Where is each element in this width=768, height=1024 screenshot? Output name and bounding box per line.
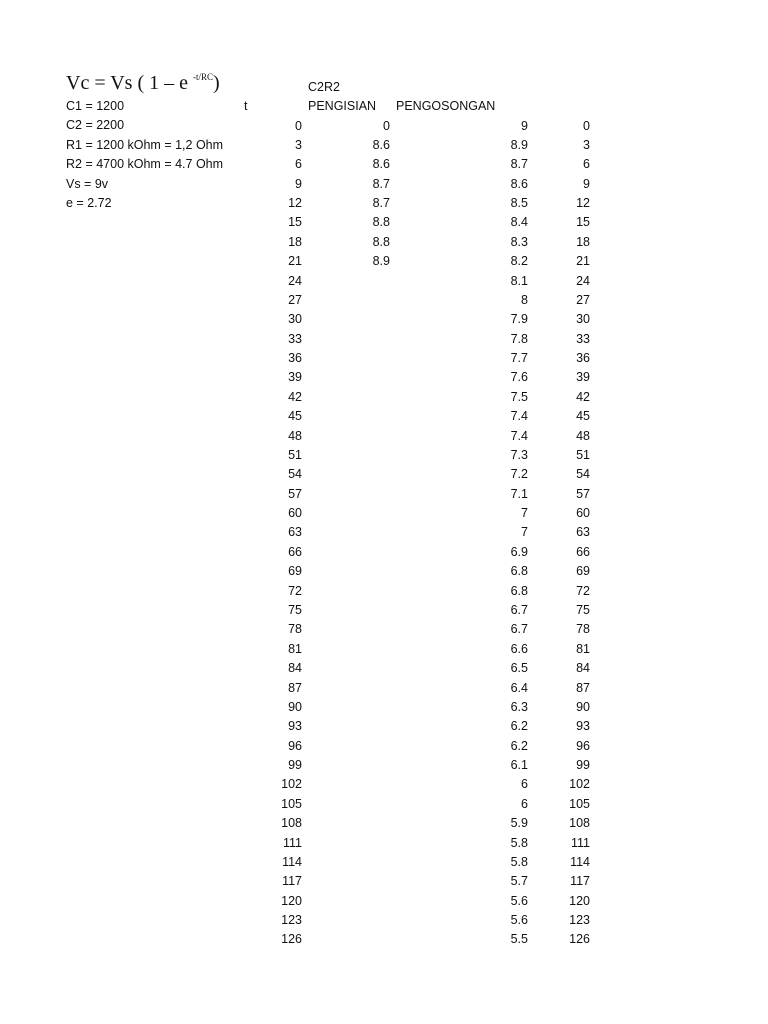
cell-charging: 8.7 [372,176,390,191]
cell-discharging: 7.4 [510,409,528,424]
cell-discharging: 6.2 [510,738,528,753]
cell-t2: 3 [583,137,590,152]
cell-t: 6 [295,157,302,172]
cell-t: 99 [288,758,302,773]
parameter-line: R1 = 1200 kOhm = 1,2 Ohm [66,137,224,152]
cell-discharging: 8 [521,292,528,307]
cell-t: 12 [288,196,302,211]
cell-discharging: 6.7 [510,603,528,617]
cell-t2: 6 [583,157,590,172]
cell-t: 45 [288,409,302,424]
cell-discharging: 6.8 [510,583,528,598]
cell-discharging: 8.4 [510,215,528,230]
header-discharging: PENGOSONGAN [396,99,496,113]
formula-main: Vc = Vs ( 1 – e [66,72,194,94]
cell-t: 51 [288,447,302,462]
cell-t: 90 [288,699,302,714]
cell-t: 36 [288,351,302,366]
cell-t: 42 [288,389,302,404]
cell-t: 120 [281,893,302,908]
cell-discharging: 5.6 [510,893,528,908]
formula-close: ) [213,72,220,94]
cell-t: 78 [288,622,302,637]
cell-t2: 99 [576,758,590,773]
cell-t2: 60 [576,506,590,521]
cell-t: 18 [288,234,302,249]
formula [66,70,220,96]
cell-discharging: 7 [521,506,528,521]
cell-t: 33 [288,331,302,346]
cell-charging: 8.6 [372,137,390,152]
cell-t: 93 [288,719,302,734]
cell-charging: 8.8 [372,215,390,230]
cell-t2: 42 [576,389,590,404]
cell-t2: 24 [576,273,590,288]
cell-t: 72 [288,583,302,598]
cell-discharging: 7.7 [510,351,528,366]
cell-t2: 33 [576,331,590,346]
cell-t2: 0 [583,118,590,133]
cell-discharging: 7.1 [510,486,528,501]
cell-discharging: 5.9 [510,816,528,831]
cell-t: 114 [282,854,302,869]
cell-discharging: 6.3 [510,699,528,714]
formula-exponent: -t/RC [193,72,214,82]
cell-t: 24 [288,273,302,288]
cell-discharging: 6.1 [510,758,528,773]
cell-discharging: 5.5 [510,932,528,947]
cell-t2: 102 [569,777,590,792]
cell-t: 66 [288,544,302,559]
cell-discharging: 7.3 [510,447,528,462]
cell-discharging: 7 [521,525,528,540]
cell-discharging: 6.8 [510,564,528,579]
cell-discharging: 7.2 [510,467,528,482]
cell-t: 30 [288,312,302,327]
cell-discharging: 6.5 [510,661,528,676]
cell-t: 75 [288,603,302,617]
cell-t2: 63 [576,525,590,540]
cell-t: 48 [288,428,302,443]
cell-t2: 117 [570,874,590,889]
cell-t: 69 [288,564,302,579]
cell-charging: 0 [383,118,390,133]
cell-charging: 8.8 [372,234,390,249]
header-charging: PENGISIAN [308,99,377,113]
cell-discharging: 6.2 [510,719,528,734]
cell-discharging: 5.6 [510,913,528,928]
cell-t2: 75 [576,603,590,617]
cell-t2: 84 [576,661,590,676]
cell-t2: 51 [576,447,590,462]
cell-t: 111 [282,835,302,850]
cell-t2: 57 [576,486,590,501]
cell-discharging: 5.8 [510,854,528,869]
cell-t2: 105 [569,796,590,811]
cell-discharging: 7.5 [510,389,528,404]
cell-discharging: 6.4 [510,680,528,695]
cell-t: 102 [281,777,302,792]
cell-discharging: 8.2 [510,254,528,269]
cell-discharging: 7.9 [510,312,528,327]
cell-t: 108 [281,816,302,831]
cell-t2: 27 [576,292,590,307]
cell-t: 39 [288,370,302,385]
cell-discharging: 6.9 [510,544,528,559]
cell-discharging: 5.7 [510,874,528,889]
cell-t: 21 [288,254,302,269]
cell-t: 96 [288,738,302,753]
cell-discharging: 8.5 [510,196,528,211]
cell-discharging: 5.8 [510,835,528,850]
cell-charging: 8.9 [372,254,390,269]
cell-t: 54 [288,467,302,482]
cell-discharging: 6 [521,796,528,811]
cell-discharging: 7.4 [510,428,528,443]
cell-t: 63 [288,525,302,540]
cell-discharging: 8.9 [510,137,528,152]
cell-t: 9 [295,176,302,191]
cell-t2: 96 [576,738,590,753]
cell-discharging: 6 [521,777,528,792]
cell-t: 81 [288,641,302,656]
cell-charging: 8.7 [372,196,390,211]
cell-t: 27 [288,292,302,307]
cell-t2: 126 [569,932,590,947]
cell-discharging: 8.6 [510,176,528,191]
cell-t: 126 [281,932,302,947]
cell-t2: 81 [576,641,590,656]
cell-discharging: 7.6 [510,370,528,385]
cell-t2: 108 [569,816,590,831]
cell-t2: 120 [569,893,590,908]
cell-t2: 66 [576,544,590,559]
cell-t2: 18 [576,234,590,249]
cell-t: 87 [288,680,302,695]
cell-t2: 30 [576,312,590,327]
cell-t2: 111 [570,835,590,850]
cell-t2: 39 [576,370,590,385]
parameter-line: C1 = 1200 [66,99,125,113]
cell-t2: 45 [576,409,590,424]
cell-t: 57 [288,486,302,501]
cell-t2: 72 [576,583,590,598]
cell-discharging: 8.7 [510,157,528,172]
cell-t2: 90 [576,699,590,714]
cell-t2: 36 [576,351,590,366]
table-title: C2R2 [308,80,340,94]
header-t: t [244,99,248,113]
cell-t2: 54 [576,467,590,482]
cell-t: 3 [295,137,302,152]
parameter-line: R2 = 4700 kOhm = 4.7 Ohm [66,157,224,172]
cell-t: 105 [281,796,302,811]
cell-t2: 69 [576,564,590,579]
cell-t2: 93 [576,719,590,734]
cell-t: 117 [282,874,302,889]
parameter-line: Vs = 9v [66,176,109,191]
cell-t2: 48 [576,428,590,443]
cell-t2: 78 [576,622,590,637]
cell-t: 60 [288,506,302,521]
cell-t2: 87 [576,680,590,695]
cell-discharging: 6.7 [510,622,528,637]
cell-t2: 123 [569,913,590,928]
cell-t: 123 [281,913,302,928]
cell-charging: 8.6 [372,157,390,172]
cell-discharging: 6.6 [510,641,528,656]
cell-t2: 114 [570,854,590,869]
cell-discharging: 8.3 [510,234,528,249]
parameter-line: e = 2.72 [66,196,112,210]
cell-t: 0 [295,118,302,133]
cell-discharging: 8.1 [510,273,528,288]
cell-t: 15 [288,215,302,230]
parameter-line: C2 = 2200 [66,118,125,133]
cell-discharging: 9 [521,118,528,133]
cell-t2: 21 [576,254,590,269]
cell-t2: 15 [576,215,590,230]
cell-t: 84 [288,661,302,676]
cell-t2: 12 [576,196,590,211]
cell-t2: 9 [583,176,590,191]
cell-discharging: 7.8 [510,331,528,346]
